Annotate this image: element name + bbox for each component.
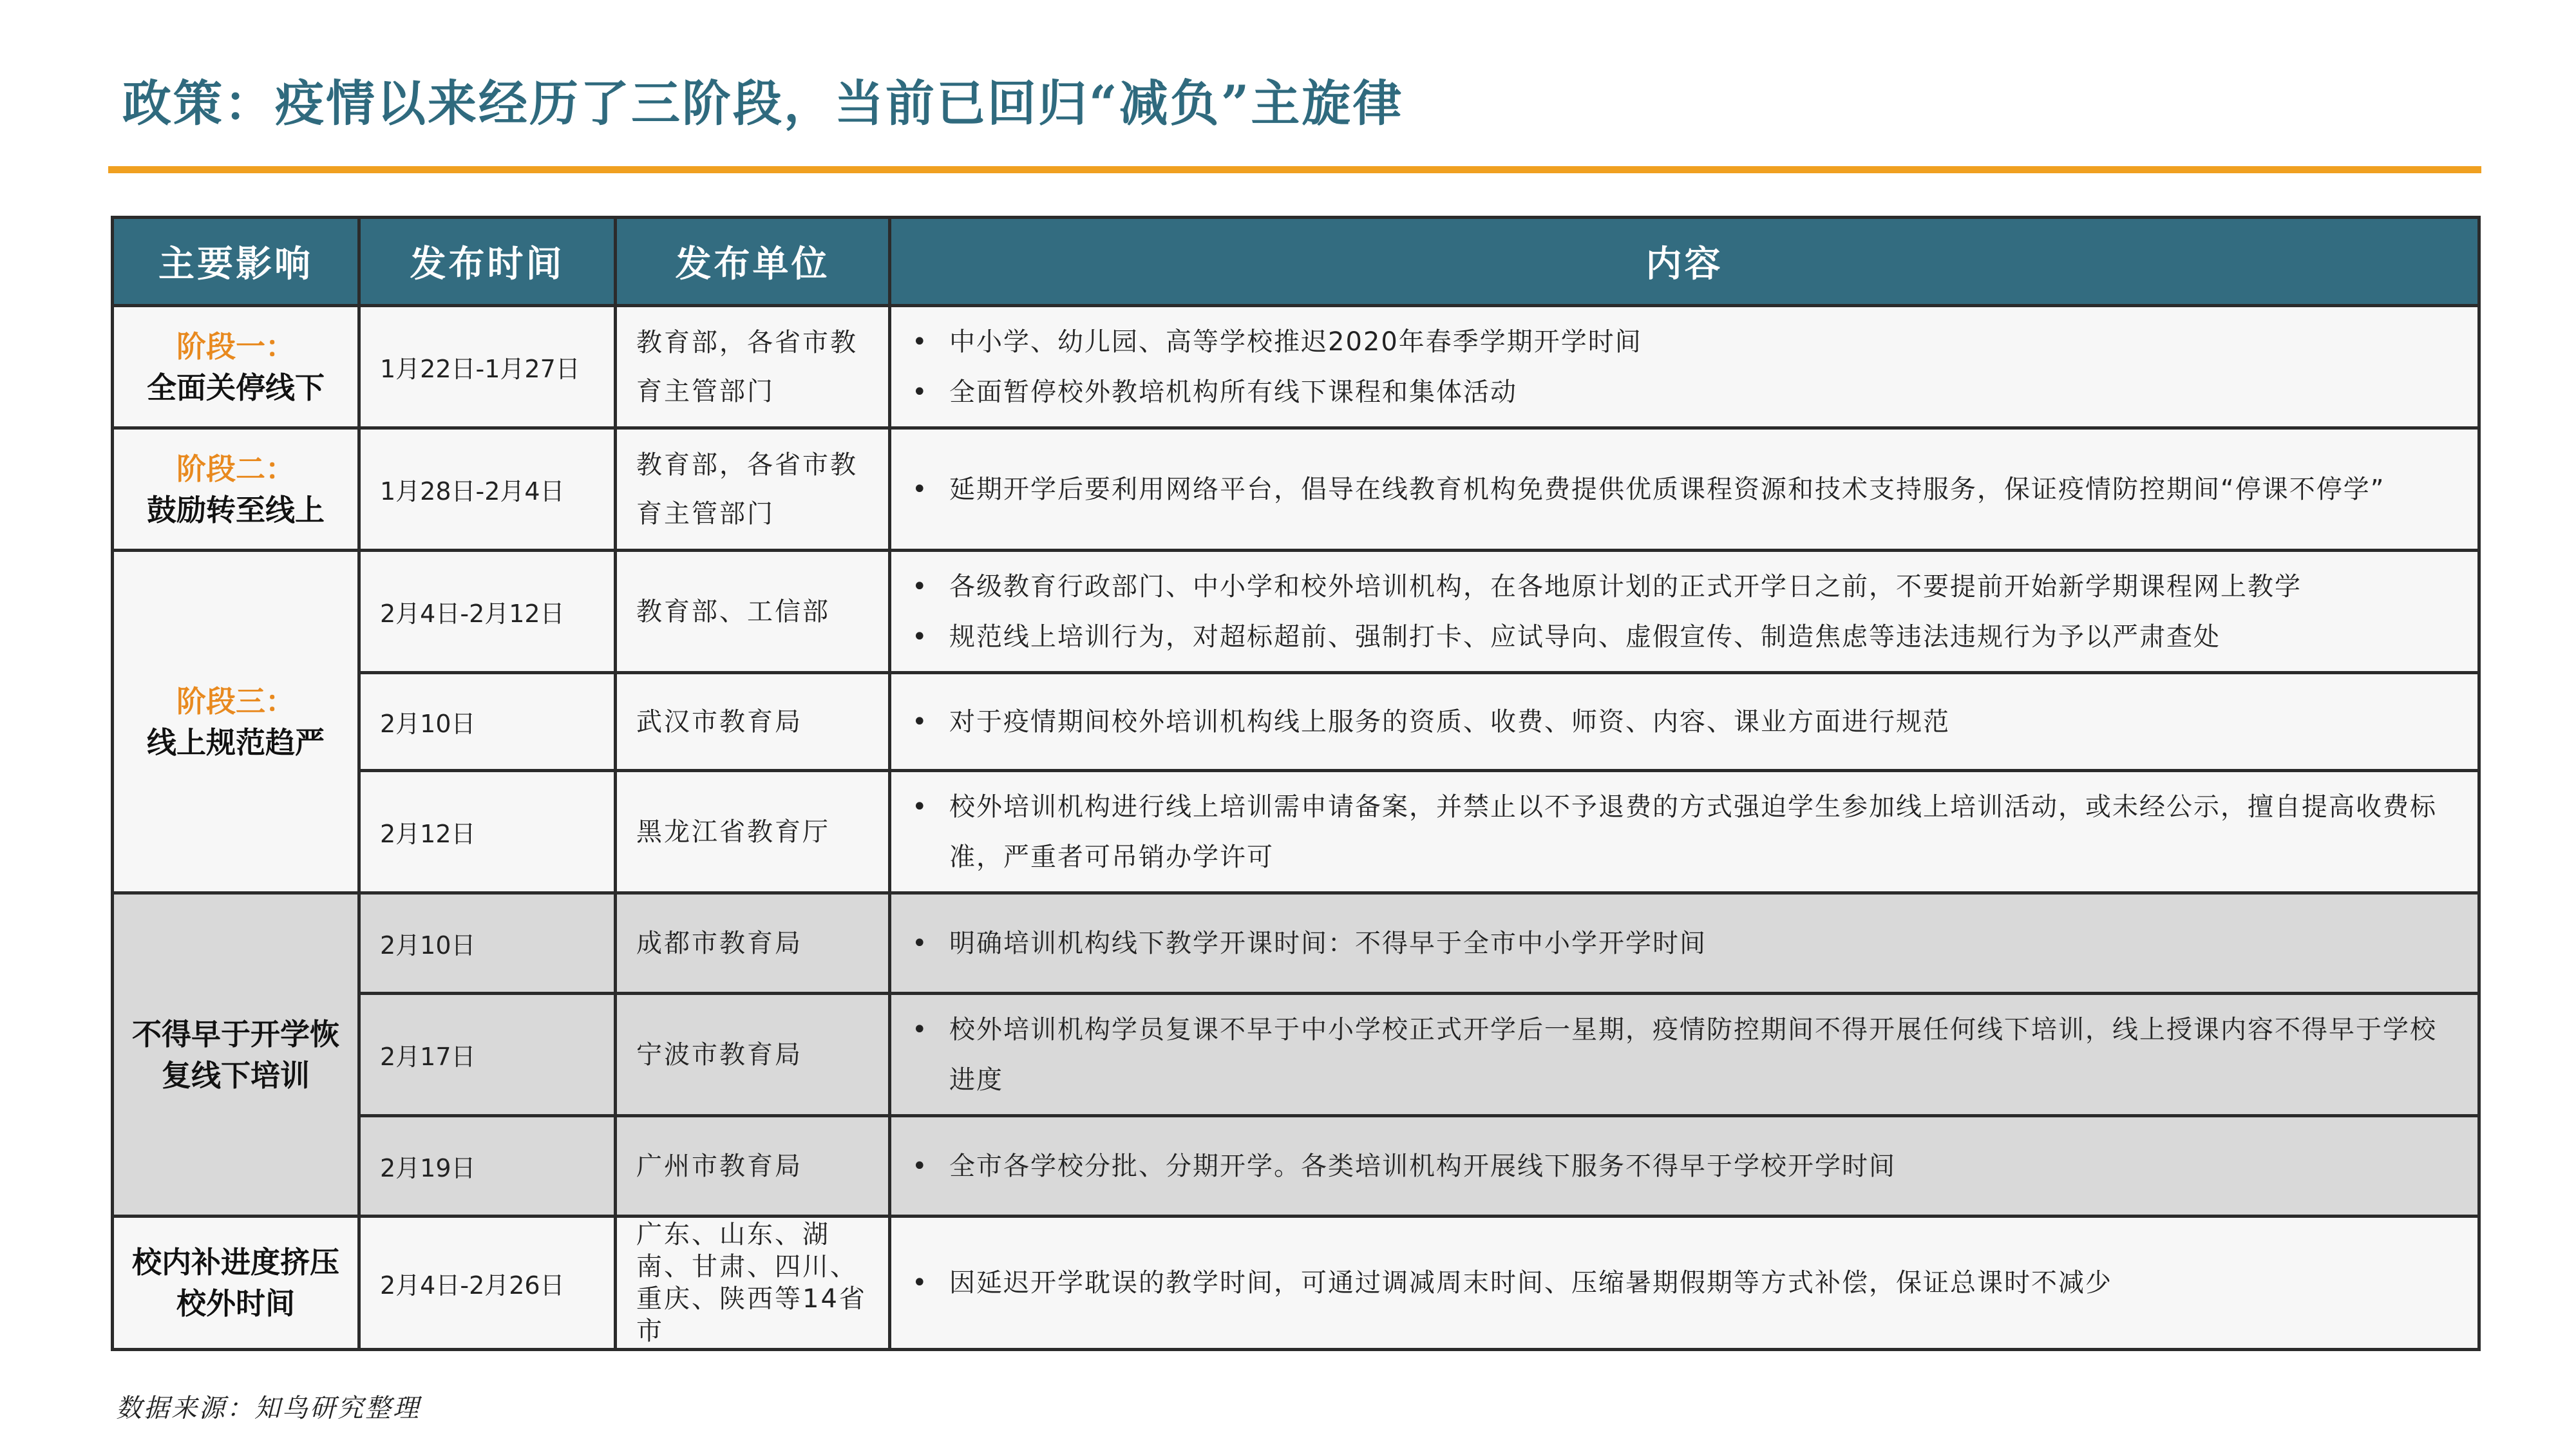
content-cell (890, 551, 2479, 673)
content-bullet: • 校外培训机构学员复课不早于中小学校正式开学后一星期，疫情防控期间不得开展任何线下培训，线上授课内容不得早于学校进度 (949, 1005, 2452, 1105)
header-unit: 发布单位 (616, 218, 890, 306)
table-row (113, 306, 2479, 428)
content-bullet: • 明确培训机构线下教学开课时间：不得早于全市中小学开学时间 (949, 918, 2452, 969)
content-bullet: • 因延迟开学耽误的教学时间，可通过调减周末时间、压缩暑期假期等方式补偿，保证总课时不减少 (949, 1258, 2452, 1308)
date-cell: 2月4日-2月26日 (359, 1217, 616, 1350)
content-bullet: • 全市各学校分批、分期开学。各类培训机构开展线下服务不得早于学校开学时间 (949, 1141, 2452, 1191)
table-row (113, 771, 2479, 893)
content-cell (890, 771, 2479, 893)
impact-cell (113, 306, 359, 428)
date-cell: 2月10日 (359, 673, 616, 771)
stage-desc: 线上规范趋严 (147, 724, 325, 760)
table-row (113, 1217, 2479, 1350)
table-row (113, 893, 2479, 994)
unit-cell: 黑龙江省教育厅 (616, 771, 890, 893)
content-bullet: • 对于疫情期间校外培训机构线上服务的资质、收费、师资、内容、课业方面进行规范 (949, 697, 2452, 747)
table-row (113, 1116, 2479, 1217)
table-row (113, 673, 2479, 771)
date-cell: 2月17日 (359, 994, 616, 1116)
content-cell (890, 1217, 2479, 1350)
content-cell (890, 893, 2479, 994)
content-cell (890, 673, 2479, 771)
stage-label: 阶段二： (176, 451, 295, 486)
content-bullet: • 规范线上培训行为，对超标超前、强制打卡、应试导向、虚假宣传、制造焦虑等违法违规行为予以严肃查处 (949, 612, 2452, 662)
table-row (113, 551, 2479, 673)
stage-desc: 校内补进度挤压校外时间 (132, 1245, 339, 1321)
stage-desc: 全面关停线下 (147, 370, 325, 405)
table-row (113, 428, 2479, 551)
content-bullet: • 全面暂停校外教培机构所有线下课程和集体活动 (949, 367, 2452, 417)
stage-label: 阶段一： (176, 328, 295, 364)
table-row (113, 994, 2479, 1116)
unit-cell: 武汉市教育局 (616, 673, 890, 771)
data-source-note: 数据来源：知鸟研究整理 (116, 1394, 421, 1423)
impact-cell (113, 1217, 359, 1350)
unit-cell: 教育部、工信部 (616, 551, 890, 673)
unit-cell: 成都市教育局 (616, 893, 890, 994)
content-cell (890, 1116, 2479, 1217)
header-content: 内容 (890, 218, 2479, 306)
date-cell: 2月10日 (359, 893, 616, 994)
stage-label: 阶段三： (176, 683, 295, 719)
unit-cell: 教育部，各省市教育主管部门 (616, 428, 890, 551)
unit-cell: 教育部，各省市教育主管部门 (616, 306, 890, 428)
policy-table (111, 216, 2481, 1351)
header-impact: 主要影响 (113, 218, 359, 306)
unit-cell: 广州市教育局 (616, 1116, 890, 1217)
title-divider (108, 166, 2481, 173)
content-cell (890, 994, 2479, 1116)
stage-desc: 鼓励转至线上 (147, 492, 325, 527)
content-cell (890, 428, 2479, 551)
page-title: 政策：疫情以来经历了三阶段，当前已回归“减负”主旋律 (122, 75, 1404, 132)
date-cell: 2月4日-2月12日 (359, 551, 616, 673)
content-bullet: • 各级教育行政部门、中小学和校外培训机构，在各地原计划的正式开学日之前，不要提前开始新学期课程网上教学 (949, 562, 2452, 612)
content-bullet: • 延期开学后要利用网络平台，倡导在线教育机构免费提供优质课程资源和技术支持服务，保证疫情防控期间“停课不停学” (949, 464, 2452, 515)
content-bullet: • 中小学、幼儿园、高等学校推迟2020年春季学期开学时间 (949, 317, 2452, 367)
impact-cell (113, 428, 359, 551)
content-cell (890, 306, 2479, 428)
unit-cell: 广东、山东、湖南、甘肃、四川、重庆、陕西等14省市 (616, 1217, 890, 1350)
header-date: 发布时间 (359, 218, 616, 306)
impact-cell (113, 551, 359, 893)
impact-cell (113, 893, 359, 1217)
date-cell: 2月12日 (359, 771, 616, 893)
content-bullet: • 校外培训机构进行线上培训需申请备案，并禁止以不予退费的方式强迫学生参加线上培训活动，或未经公示，擅自提高收费标准，严重者可吊销办学许可 (949, 782, 2452, 882)
date-cell: 2月19日 (359, 1116, 616, 1217)
stage-desc: 不得早于开学恢复线下培训 (132, 1016, 339, 1093)
date-cell: 1月22日-1月27日 (359, 306, 616, 428)
date-cell: 1月28日-2月4日 (359, 428, 616, 551)
unit-cell: 宁波市教育局 (616, 994, 890, 1116)
table-header-row (113, 218, 2479, 306)
